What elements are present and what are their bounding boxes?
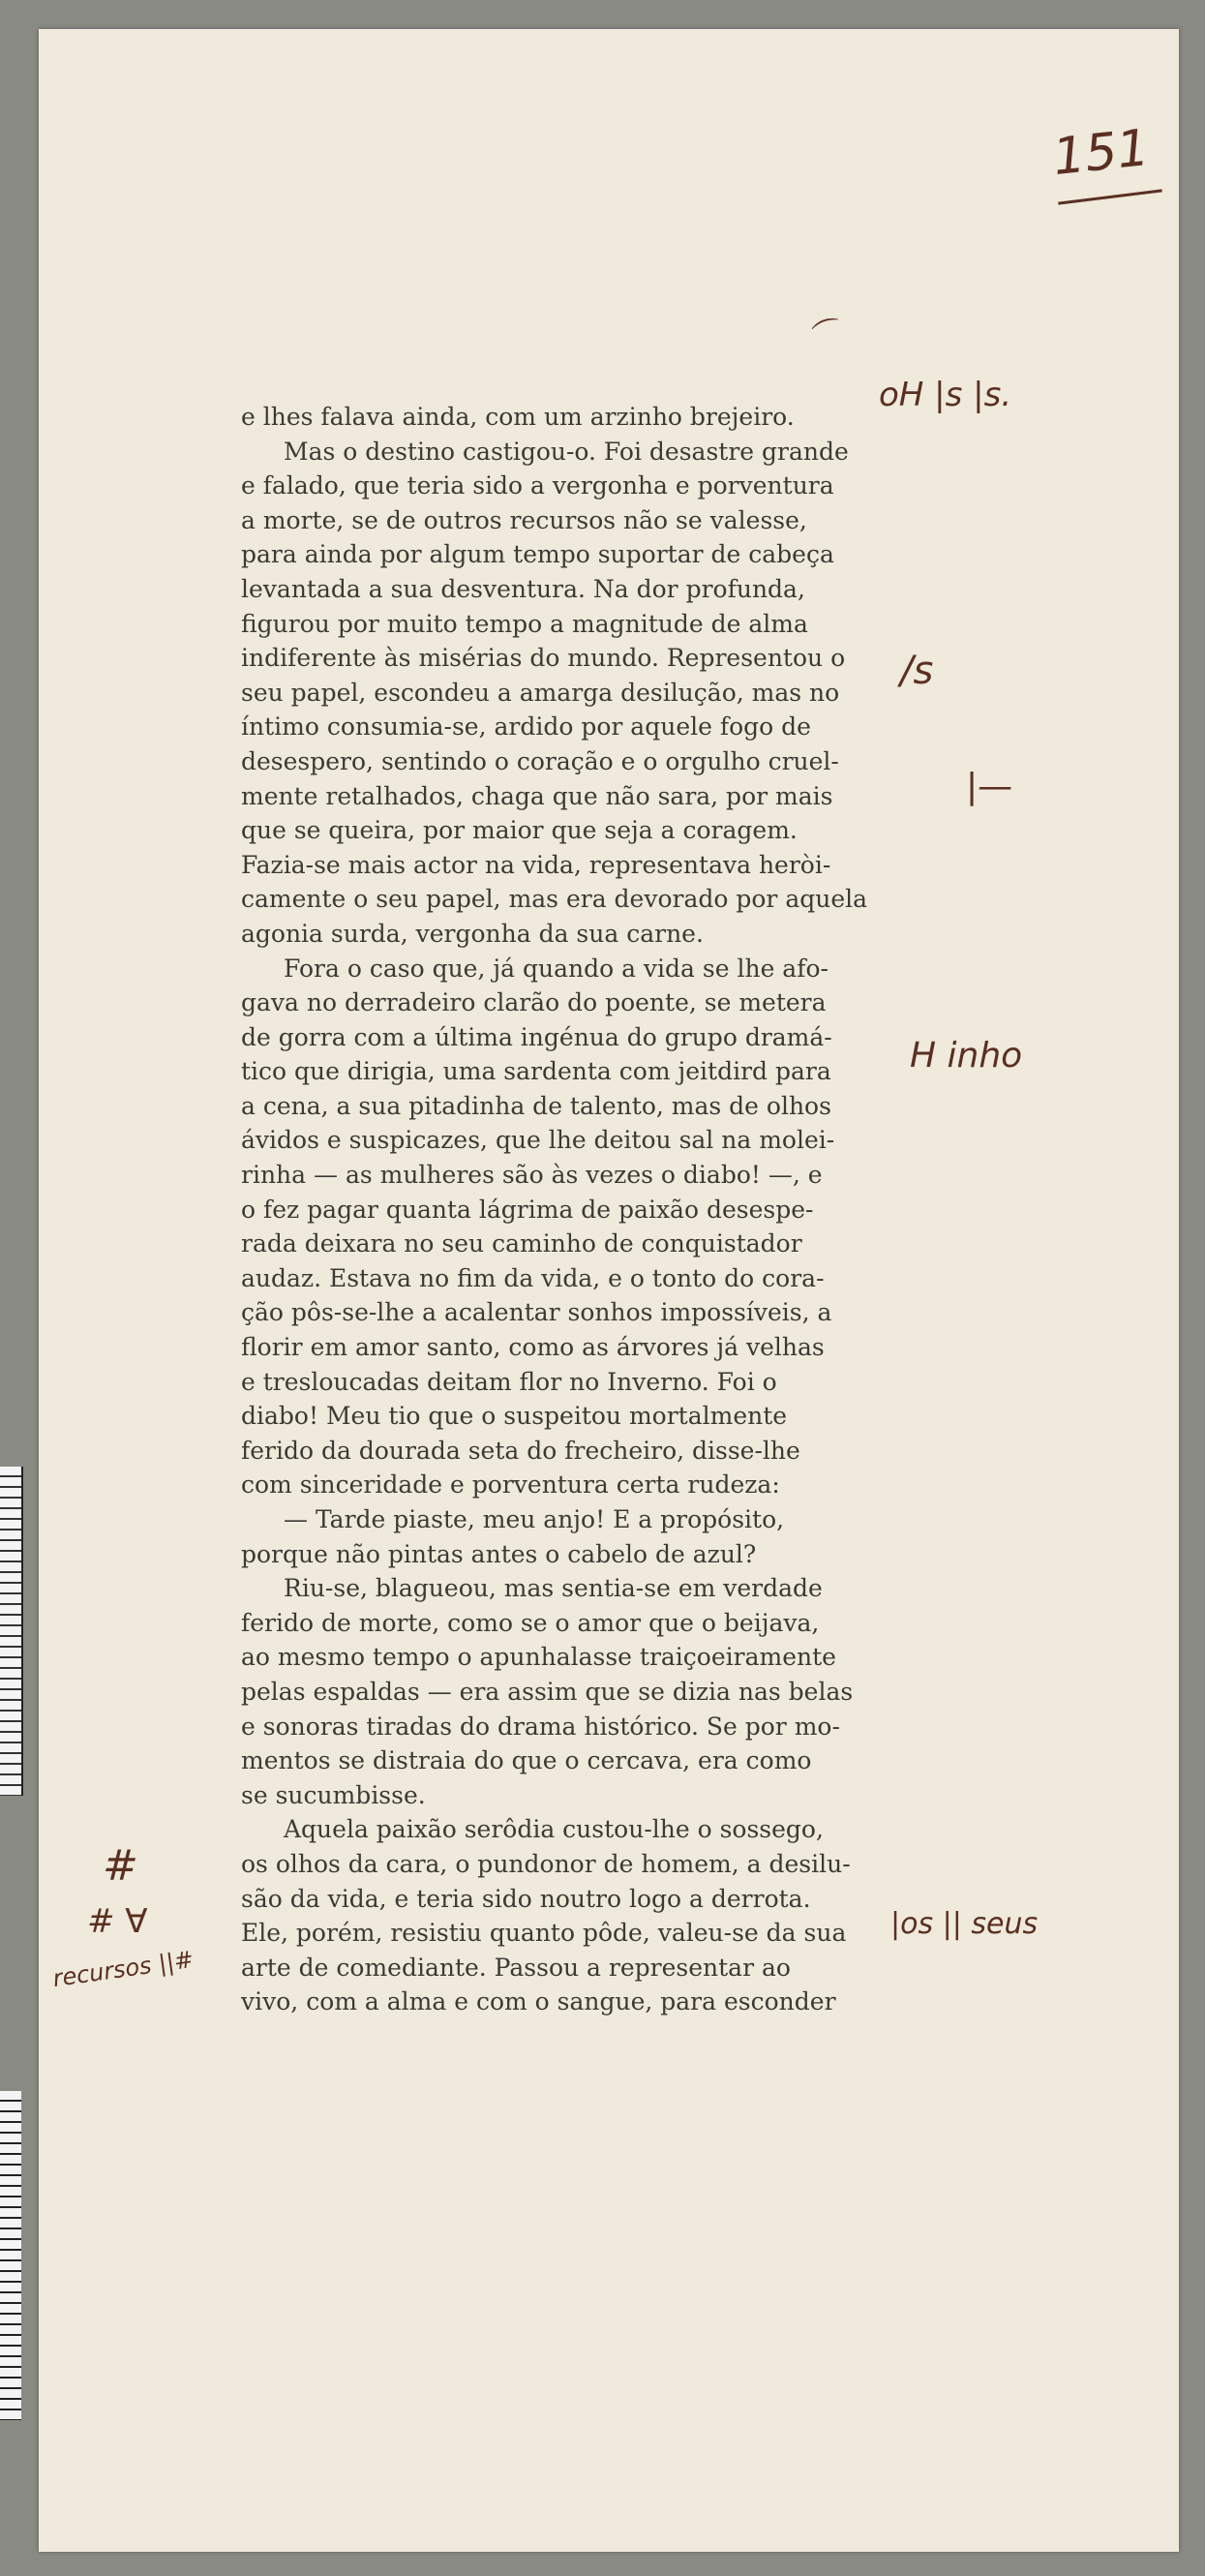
text-line: com sinceridade e porventura certa rudeza: — [241, 1470, 780, 1500]
text-line: rinha — as mulheres são às vezes o diabo! —, e — [241, 1161, 823, 1190]
text-line: Ele, porém, resistiu quanto pôde, valeu-se da sua — [241, 1919, 847, 1948]
text-line: que se queira, por maior que seja a coragem. — [241, 816, 798, 845]
text-line: indiferente às misérias do mundo. Representou o — [241, 644, 846, 673]
text-line: a cena, a sua pitadinha de talento, mas de olhos — [241, 1091, 831, 1120]
text-line: se sucumbisse. — [241, 1780, 426, 1809]
text-line: ferido da dourada seta do frecheiro, disse-lhe — [241, 1436, 800, 1465]
text-line: mentos se distraia do que o cercava, era como — [241, 1746, 812, 1775]
ink-mark: ⌒ — [809, 313, 849, 355]
margin-note: # ∀ — [87, 1902, 148, 1941]
text-line: arte de comediante. Passou a representar ao — [241, 1953, 791, 1982]
scale-ruler-lower — [0, 2091, 21, 2420]
text-line: e tresloucadas deitam flor no Inverno. Foi o — [241, 1367, 777, 1396]
body-text — [241, 400, 891, 2019]
margin-note: /s — [900, 649, 934, 693]
page-number: 151 — [1050, 118, 1153, 188]
text-line: rada deixara no seu caminho de conquistador — [241, 1229, 802, 1258]
text-line: ávidos e suspicazes, que lhe deitou sal na molei- — [241, 1126, 835, 1155]
margin-note: |os || seus — [890, 1907, 1039, 1941]
margin-note: oH |s |s. — [879, 376, 1012, 414]
margin-note: recursos ||# — [50, 1945, 196, 1993]
text-line: Fora o caso que, já quando a vida se lhe afo- — [284, 954, 828, 983]
text-line: para ainda por algum tempo suportar de cabeça — [241, 540, 834, 569]
text-line: ção pôs-se-lhe a acalentar sonhos impossíveis, a — [241, 1298, 832, 1327]
text-line: diabo! Meu tio que o suspeitou mortalmente — [241, 1402, 788, 1431]
text-line: a morte, se de outros recursos não se valesse, — [241, 505, 807, 534]
text-line: e sonoras tiradas do drama histórico. Se por mo- — [241, 1712, 840, 1741]
text-line: desespero, sentindo o coração e o orgulho cruel- — [241, 746, 839, 775]
text-line: pelas espaldas — era assim que se dizia nas belas — [241, 1677, 854, 1706]
text-line: levantada a sua desventura. Na dor profunda, — [241, 574, 805, 603]
text-line: mente retalhados, chaga que não sara, por mais — [241, 781, 833, 810]
text-line: seu papel, escondeu a amarga desilução, mas no — [241, 678, 840, 707]
text-line: ferido de morte, como se o amor que o beijava, — [241, 1608, 820, 1637]
text-line: íntimo consumia-se, ardido por aquele fogo de — [241, 712, 811, 742]
text-line: de gorra com a última ingénua do grupo dramá- — [241, 1022, 832, 1051]
text-line: ao mesmo tempo o apunhalasse traiçoeiramente — [241, 1643, 836, 1672]
text-line: Mas o destino castigou-o. Foi desastre grande — [284, 437, 849, 466]
text-line: os olhos da cara, o pundonor de homem, a desilu- — [241, 1849, 851, 1878]
scale-ruler — [0, 1467, 23, 1796]
margin-note: # — [103, 1841, 138, 1891]
text-line: — Tarde piaste, meu anjo! E a propósito, — [284, 1505, 785, 1533]
text-line: Riu-se, blagueou, mas sentia-se em verdade — [284, 1574, 823, 1603]
text-line: audaz. Estava no fim da vida, e o tonto do cora- — [241, 1263, 825, 1292]
text-line: porque não pintas antes o cabelo de azul? — [241, 1539, 757, 1568]
text-line: agonia surda, vergonha da sua carne. — [241, 919, 704, 948]
text-line: camente o seu papel, mas era devorado por aquela — [241, 885, 868, 914]
manuscript-page — [39, 29, 1179, 2552]
text-line: Fazia-se mais actor na vida, representava heròi- — [241, 850, 831, 879]
text-line: florir em amor santo, como as árvores já velhas — [241, 1333, 825, 1362]
text-line: tico que dirigia, uma sardenta com jeitdird para — [241, 1057, 831, 1086]
text-line: figurou por muito tempo a magnitude de alma — [241, 609, 808, 638]
text-line: gava no derradeiro clarão do poente, se metera — [241, 988, 827, 1017]
text-line: Aquela paixão serôdia custou-lhe o sossego, — [284, 1815, 824, 1844]
text-line: vivo, com a alma e com o sangue, para esconder — [241, 1987, 836, 2016]
text-line: e lhes falava ainda, com um arzinho brejeiro. — [241, 403, 795, 431]
text-line: o fez pagar quanta lágrima de paixão desespe- — [241, 1195, 814, 1224]
margin-note: |— — [966, 767, 1013, 806]
text-line: e falado, que teria sido a vergonha e porventura — [241, 471, 834, 500]
page-number-underline — [1058, 189, 1162, 204]
text-line: são da vida, e teria sido noutro logo a derrota. — [241, 1884, 811, 1913]
margin-note: H inho — [910, 1036, 1023, 1076]
